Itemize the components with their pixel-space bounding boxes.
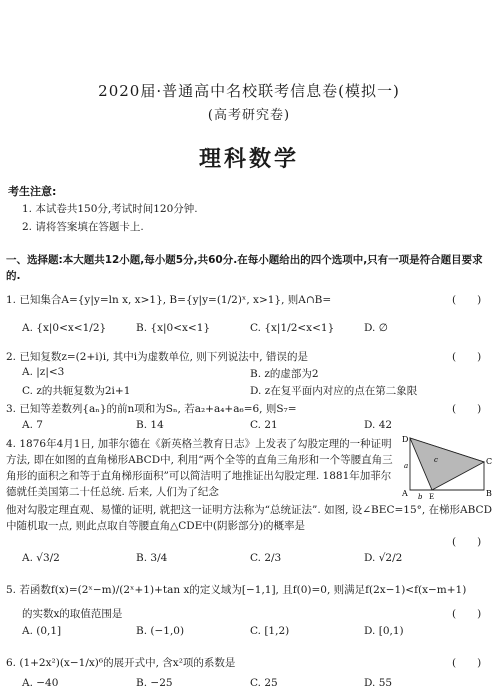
answer-paren: ( ) <box>452 608 482 620</box>
exam-subtitle: (高考研究卷) <box>207 108 291 123</box>
question-1-stem: 1. 已知集合A={y|y=ln x, x>1}, B={y|y=(1/2)ˣ, x>1}, 则A∩B= <box>6 294 332 306</box>
q1-option-c: C. {x|1/2<x<1} <box>250 322 335 334</box>
q2-option-a: A. |z|<3 <box>22 366 65 378</box>
notice-item: 1. 本试卷共150分,考试时间120分钟. <box>22 203 198 215</box>
question-4-stem-continued: 他对勾股定理直观、易懂的证明, 就把这一证明方法称为“总统证法”. 如图, 设∠BEC=15°, 在梯形ABCD中随机取一点, 则此点取自等腰直角△CDE中(阴影部分)的概率是 <box>6 504 493 532</box>
q6-option-b: B. −25 <box>136 677 173 689</box>
q3-option-b: B. 14 <box>136 419 164 431</box>
q2-option-d: D. z在复平面内对应的点在第二象限 <box>250 385 418 397</box>
q3-option-a: A. 7 <box>22 419 43 431</box>
label-c: C <box>486 457 493 466</box>
label-a-side: a <box>404 462 409 470</box>
answer-paren: ( ) <box>452 536 482 548</box>
q4-option-a: A. √3/2 <box>22 552 60 564</box>
label-c-side: c <box>434 456 438 464</box>
q6-option-d: D. 55 <box>364 677 393 689</box>
q5-option-d: D. [0,1) <box>364 625 404 637</box>
shaded-triangle-cde <box>410 438 484 490</box>
q4-option-b: B. 3/4 <box>136 552 168 564</box>
q1-option-d: D. ∅ <box>364 322 388 334</box>
q6-option-a: A. −40 <box>22 677 59 689</box>
q1-option-b: B. {x|0<x<1} <box>136 322 211 334</box>
q3-option-d: D. 42 <box>364 419 393 431</box>
label-e: E <box>429 493 435 501</box>
answer-paren: ( ) <box>452 351 482 363</box>
question-6-stem: 6. (1+2x²)(x−1/x)⁶的展开式中, 含x²项的系数是 <box>6 657 236 669</box>
label-b: B <box>486 489 492 498</box>
label-d: D <box>402 435 409 444</box>
q2-option-b: B. z的虚部为2 <box>250 368 319 380</box>
q2-option-c: C. z的共轭复数为2i+1 <box>22 385 131 397</box>
question-3-stem: 3. 已知等差数列{aₙ}的前n项和为Sₙ, 若a₂+a₄+a₆=6, 则S₇= <box>6 403 297 415</box>
question-2-stem: 2. 已知复数z=(2+i)i, 其中i为虚数单位, 则下列说法中, 错误的是 <box>6 351 308 363</box>
q6-option-c: C. 25 <box>250 677 278 689</box>
q3-option-c: C. 21 <box>250 419 278 431</box>
answer-paren: ( ) <box>452 657 482 669</box>
q1-option-a: A. {x|0<x<1/2} <box>22 322 107 334</box>
exam-title: 2020届·普通高中名校联考信息卷(模拟一) <box>98 82 400 100</box>
question-4-stem: 4. 1876年4月1日, 加菲尔德在《新英格兰教育日志》上发表了勾股定理的一种证明方法, 即在如图的直角梯形ABCD中, 利用“两个全等的直角三角形和一个等腰直角三角形的面积之和等于直角梯形面积”可以简洁明了地推证出勾股定理. 1881年加菲尔德就任美国第二十任总统. 后来, 人们为了纪念 <box>6 438 393 498</box>
question-5-stem-continued: 的实数x的取值范围是 <box>22 608 123 620</box>
q5-option-c: C. [1,2) <box>250 625 290 637</box>
question-5-stem: 5. 若函数f(x)=(2ˣ−m)/(2ˣ+1)+tan x的定义域为[−1,1], 且f(0)=0, 则满足f(2x−1)<f(x−m+1) <box>6 584 467 596</box>
subject-title: 理科数学 <box>198 147 299 172</box>
notice-item: 2. 请将答案填在答题卡上. <box>22 221 144 233</box>
q5-option-a: A. (0,1] <box>22 625 62 637</box>
trapezoid-figure <box>398 432 494 502</box>
answer-paren: ( ) <box>452 403 482 415</box>
q4-option-c: C. 2/3 <box>250 552 282 564</box>
notice-heading: 考生注意: <box>8 185 57 198</box>
q4-option-d: D. √2/2 <box>364 552 403 564</box>
answer-paren: ( ) <box>452 294 482 306</box>
q5-option-b: B. (−1,0) <box>136 625 185 637</box>
label-b-side: b <box>418 493 423 501</box>
label-a: A <box>402 489 408 498</box>
section-heading: 一、选择题:本大题共12小题,每小题5分,共60分.在每小题给出的四个选项中,只有一项是符合题目要求的. <box>6 254 483 282</box>
